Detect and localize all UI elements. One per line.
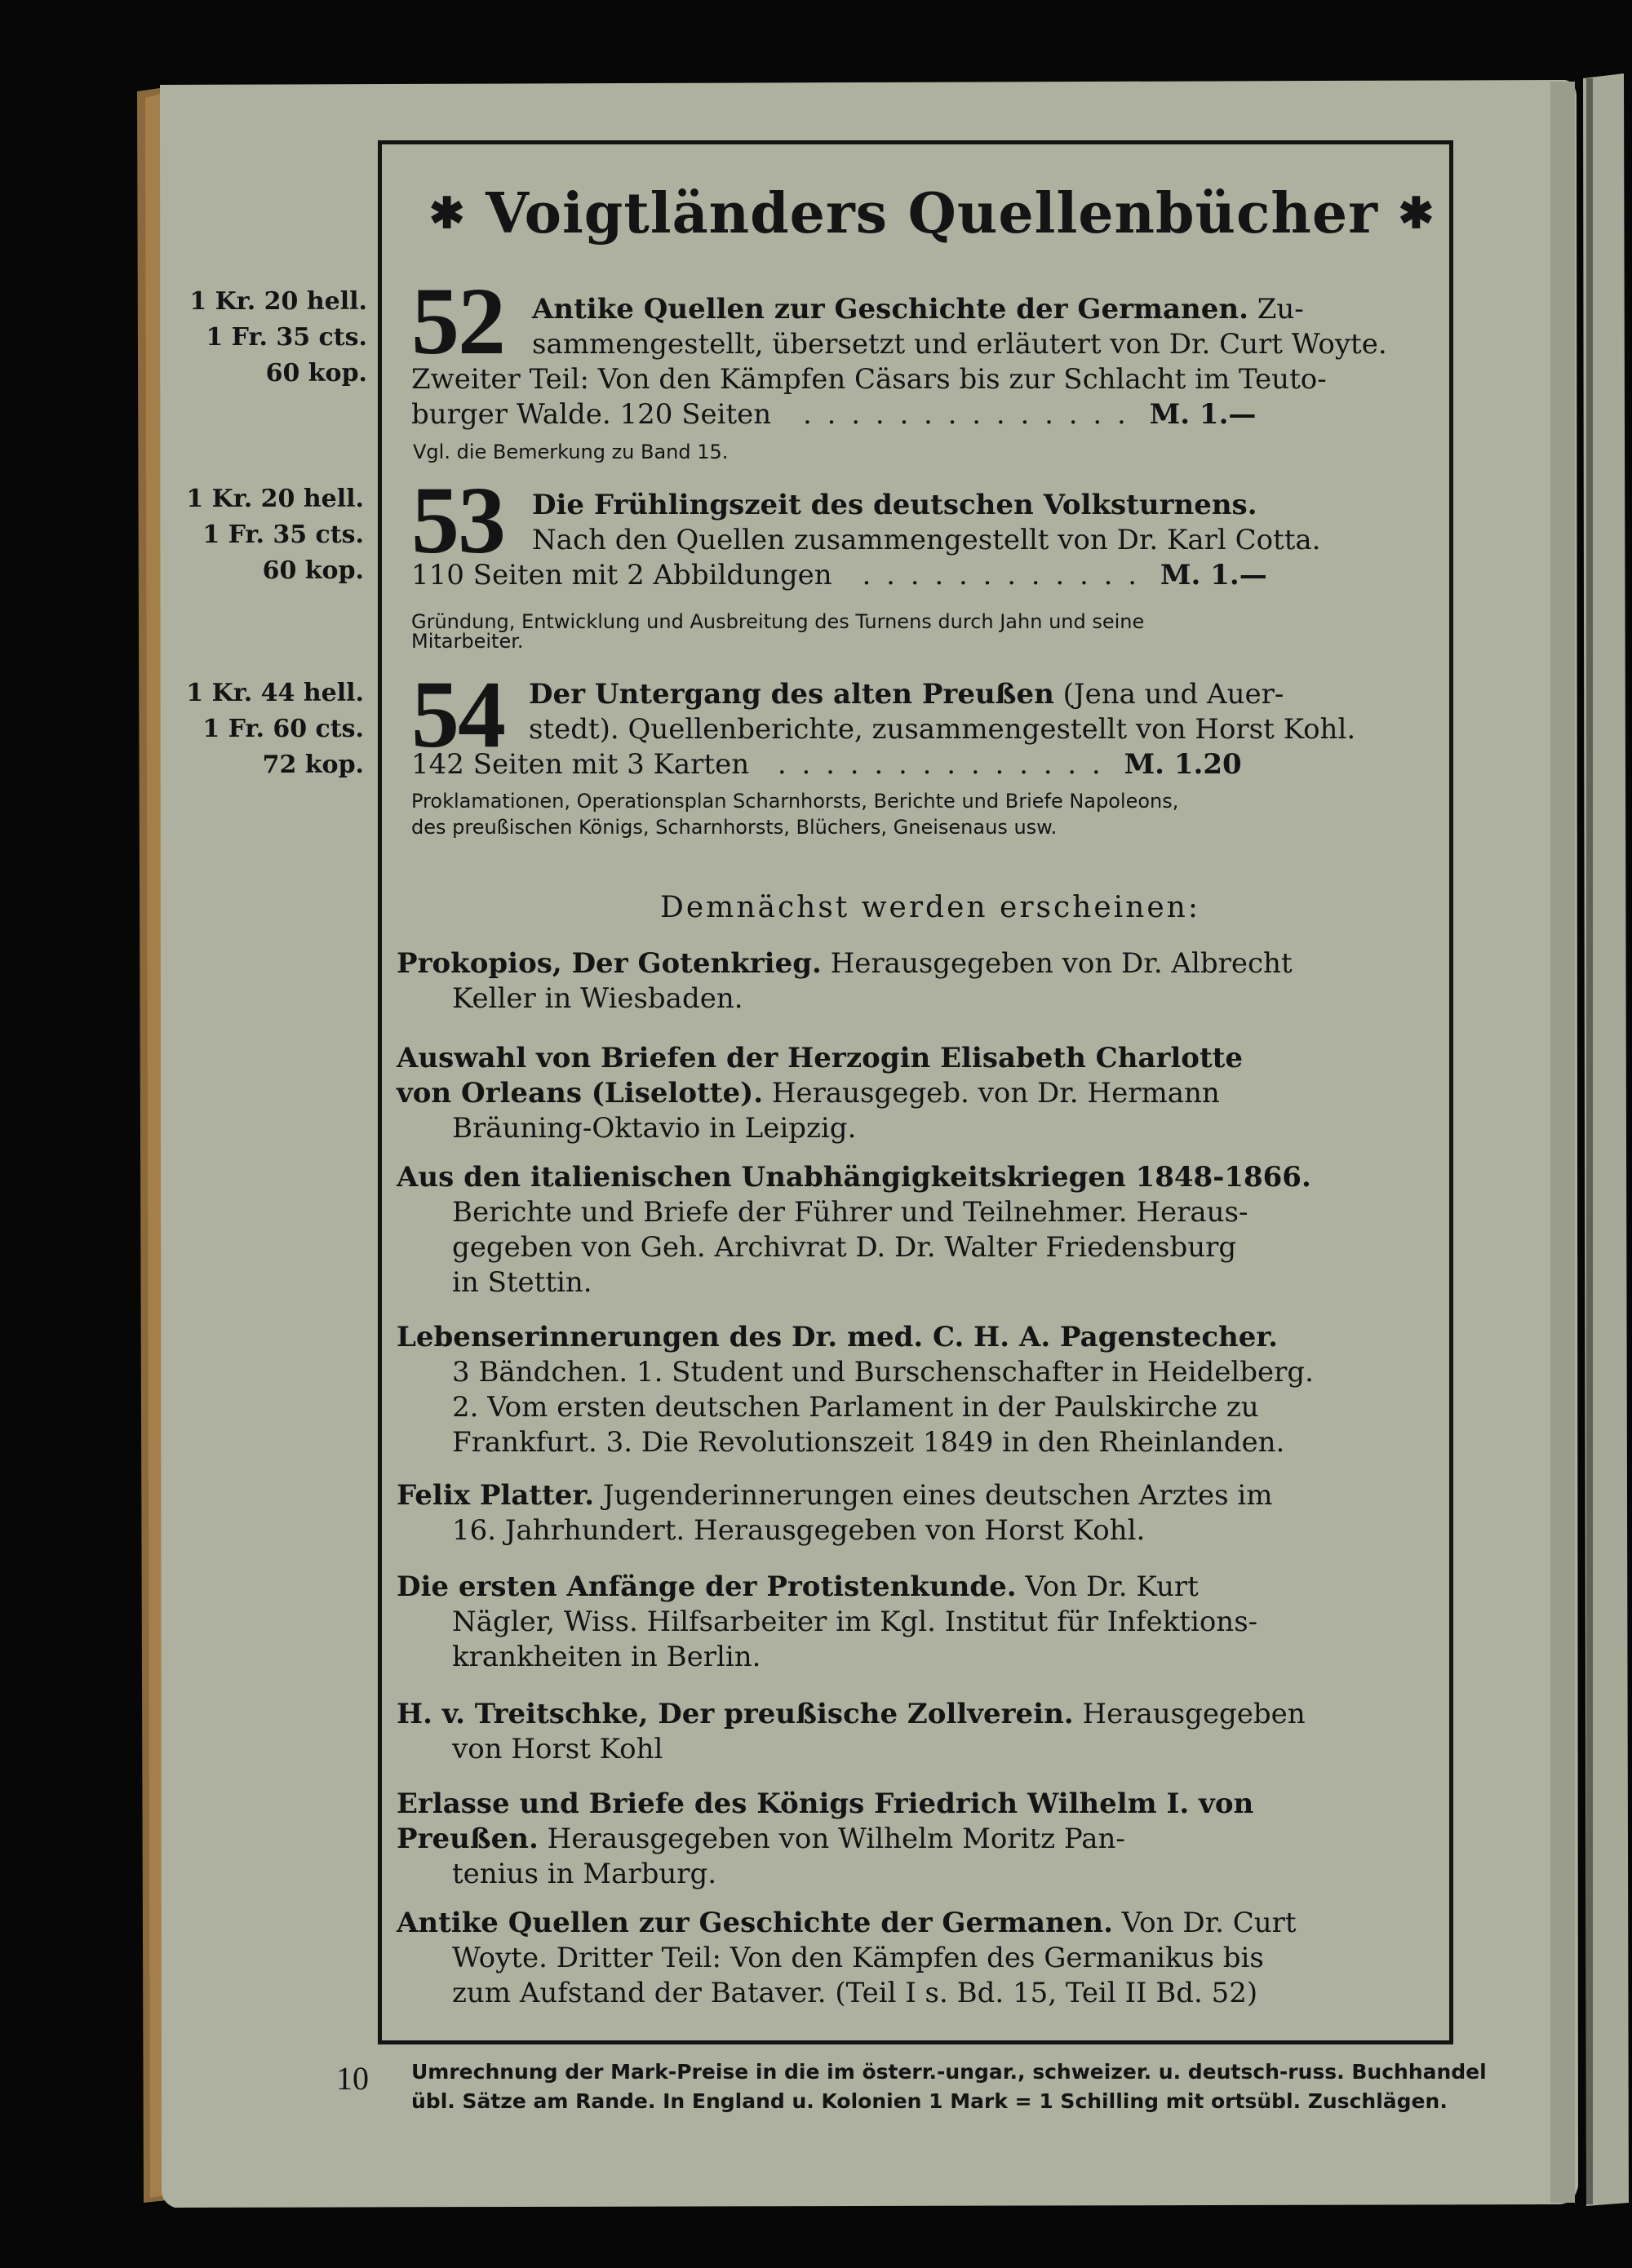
forthcoming-item-7: H. v. Treitschke, Der preußische Zollverein. Herausgegeben von Horst Kohl xyxy=(397,1698,1306,1765)
forthcoming-item-2: Auswahl von Briefen der Herzogin Elisabeth Charlotte von Orleans (Liselotte). Herausgegeb. von Dr. Hermann Bräuning-Oktavio in Leipzig. xyxy=(397,1042,1244,1145)
volume-52-line1: Antike Quellen zur Geschichte der Germanen. Zu- xyxy=(532,293,1304,326)
price-margin-53: 1 Kr. 20 hell. 1 Fr. 35 cts. 60 kop. xyxy=(186,485,364,585)
title-text: Voigtländers Quellenbücher xyxy=(486,181,1378,246)
volume-53-line3: 110 Seiten mit 2 Abbildungen . . . . . . . . . . . . M. 1.— xyxy=(411,559,1267,591)
volume-54-title: Der Untergang des alten Preußen xyxy=(529,678,1054,711)
volume-number-52: 52 xyxy=(411,268,504,374)
volume-number-53: 53 xyxy=(411,467,504,574)
price-kr: 1 Kr. 20 hell. xyxy=(189,287,367,316)
price-margin-54: 1 Kr. 44 hell. 1 Fr. 60 cts. 72 kop. xyxy=(186,679,364,779)
volume-53-note-1: Gründung, Entwicklung und Ausbreitung des Turnens durch Jahn und seine xyxy=(411,610,1145,633)
volume-53-line2: Nach den Quellen zusammengestellt von Dr. Karl Cotta. xyxy=(532,524,1321,556)
currency-footnote: Umrechnung der Mark-Preise in die im österr.-ungar., schweizer. u. deutsch-russ. Buchhandel übl. Sätze am Rande. In England u. Kolonien 1 Mark = 1 Schilling mit ortsübl. Zuschlägen. xyxy=(411,2060,1487,2113)
forthcoming-item-6: Die ersten Anfänge der Protistenkunde. Von Dr. Kurt Nägler, Wiss. Hilfsarbeiter im Kgl. Institut für Infektions- krankheiten in Berlin. xyxy=(397,1570,1258,1673)
forthcoming-item-9: Antike Quellen zur Geschichte der Germanen. Von Dr. Curt Woyte. Dritter Teil: Von den Kämpfen des Germanikus bis zum Aufstand der Bataver. (Teil I s. Bd. 15, Teil II Bd. 52) xyxy=(397,1907,1297,2009)
price-margin-52 xyxy=(163,284,367,392)
volume-number-54: 54 xyxy=(411,661,504,768)
volume-52-note: Vgl. die Bemerkung zu Band 15. xyxy=(413,441,729,463)
volume-53-title: Die Frühlingszeit des deutschen Volksturnens. xyxy=(532,489,1257,521)
forthcoming-item-5: Felix Platter. Jugenderinnerungen eines deutschen Arztes im 16. Jahrhundert. Herausgegeben von Horst Kohl. xyxy=(397,1479,1273,1547)
volume-54-note-1: Proklamationen, Operationsplan Scharnhorsts, Berichte und Briefe Napoleons, xyxy=(411,790,1179,813)
forthcoming-item-8: Erlasse und Briefe des Königs Friedrich Wilhelm I. von Preußen. Herausgegeben von Wilhelm Moritz Pan- tenius in Marburg. xyxy=(397,1787,1254,1890)
price-fr: 1 Fr. 35 cts. xyxy=(206,323,367,352)
volume-52-line3: Zweiter Teil: Von den Kämpfen Cäsars bis zur Schlacht im Teuto- xyxy=(411,363,1327,396)
volume-54-note-2: des preußischen Königs, Scharnhorsts, Blüchers, Gneisenaus usw. xyxy=(411,816,1058,839)
volume-52-price: M. 1.— xyxy=(1149,398,1257,431)
forthcoming-item-1: Prokopios, Der Gotenkrieg. Herausgegeben von Dr. Albrecht Keller in Wiesbaden. xyxy=(397,947,1293,1015)
volume-52-line2: sammengestellt, übersetzt und erläutert von Dr. Curt Woyte. xyxy=(532,328,1387,361)
volume-52-line4: burger Walde. 120 Seiten . . . . . . . . . . . . . . M. 1.— xyxy=(411,398,1257,431)
forthcoming-item-4: Lebenserinnerungen des Dr. med. C. H. A. Pagenstecher. 3 Bändchen. 1. Student und Burschenschafter in Heidelberg. 2. Vom ersten deutschen Parlament in der Paulskirche zu Frankfurt. 3. Die Revolutionszeit 1849 in den Rheinlanden. xyxy=(397,1321,1314,1459)
volume-52-title: Antike Quellen zur Geschichte der Germanen. xyxy=(532,293,1248,326)
volume-53-price: M. 1.— xyxy=(1160,559,1267,591)
volume-53-line1 xyxy=(532,488,1257,523)
volume-54-line1: Der Untergang des alten Preußen (Jena und Auer- xyxy=(529,678,1284,711)
star-left-icon: ✱ xyxy=(428,188,466,238)
forthcoming-heading: Demnächst werden erscheinen: xyxy=(660,891,1200,924)
volume-54-line3: 142 Seiten mit 3 Karten . . . . . . . . . . . . . . M. 1.20 xyxy=(411,748,1242,781)
volume-54-price: M. 1.20 xyxy=(1124,748,1242,781)
volume-54-line2: stedt). Quellenberichte, zusammengestellt von Horst Kohl. xyxy=(529,713,1356,746)
page-number: 10 xyxy=(336,2060,369,2097)
forthcoming-item-3: Aus den italienischen Unabhängigkeitskriegen 1848-1866. Berichte und Briefe der Führer und Teilnehmer. Heraus- gegeben von Geh. Archivrat D. Dr. Walter Friedensburg in Stettin. xyxy=(397,1161,1311,1299)
page-title xyxy=(418,181,1446,246)
volume-53-note-2: Mitarbeiter. xyxy=(411,630,524,653)
price-kop: 60 kop. xyxy=(265,359,367,388)
star-right-icon: ✱ xyxy=(1398,188,1435,238)
